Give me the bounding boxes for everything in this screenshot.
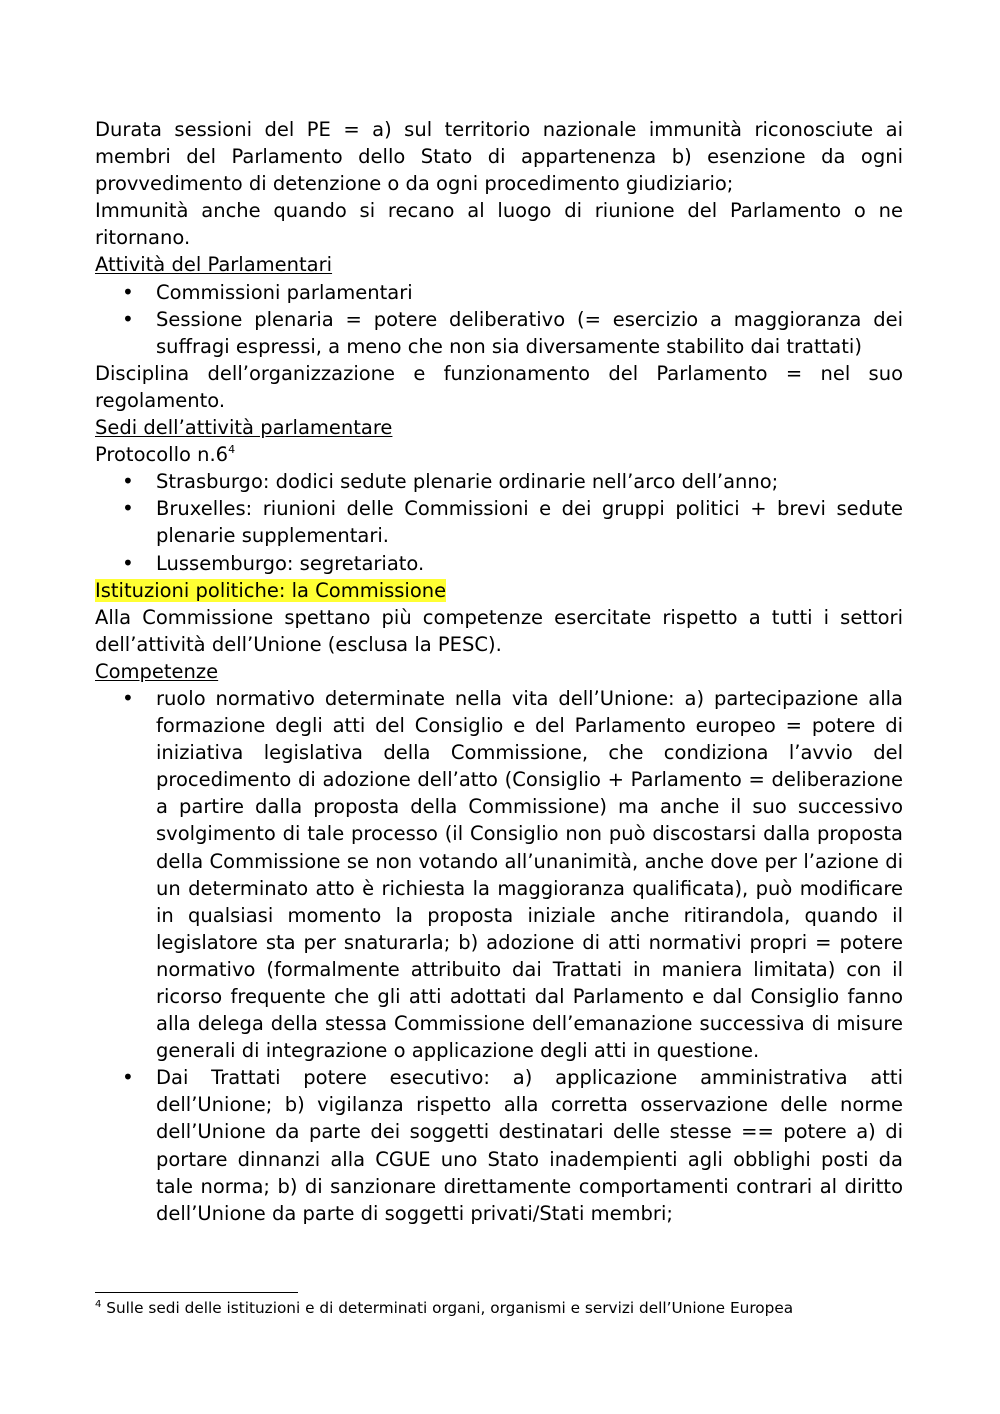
list-item — [95, 306, 903, 360]
list-item-text: Strasburgo: dodici sedute plenarie ordinarie nell’arco dell’anno; — [156, 470, 779, 494]
list-item — [95, 1064, 903, 1227]
bullet-icon: • — [122, 685, 134, 710]
bullet-icon: • — [122, 306, 134, 331]
paragraph-immunita-riunione: Immunità anche quando si recano al luogo di riunione del Parlamento o ne ritornano. — [95, 199, 903, 250]
heading-commissione — [95, 577, 903, 604]
list-item-text: ruolo normativo determinate nella vita dell’Unione: a) partecipazione alla formazione degli atti del Consiglio e del Parlamento europeo = potere di iniziativa legislativa della Commissione, che condiziona l’avvio del procedimento di adozione dell’atto (Consiglio + Parlamento = deliberazione a partire dalla proposta della Commissione) ma anche il suo successivo svolgimento di tale processo (il Consiglio non può discostarsi dalla proposta della Commissione se non votando all’unanimità, anche dove per l’azione di un determinato atto è richiesta la maggioranza qualificata), può modificare in qualsiasi momento la proposta iniziale anche ritirandola, quando il legislatore sta per snaturarla; b) adozione di atti normativi propri = potere normativo (formalmente attribuito dai Trattati in maniera limitata) con il ricorso frequente che gli atti adottati dal Parlamento e dal Consiglio fanno alla delega della stessa Commissione dell’emanazione successiva di misure generali di integrazione o applicazione degli atti in questione. — [156, 686, 903, 1063]
protocollo-line — [95, 441, 903, 468]
paragraph-disciplina: Disciplina dell’organizzazione e funzionamento del Parlamento = nel suo regolamento. — [95, 361, 903, 412]
footnote-reference[interactable]: 4 — [228, 443, 236, 457]
heading-sedi — [95, 414, 903, 441]
list-item-text: Dai Trattati potere esecutivo: a) applicazione amministrativa atti dell’Unione; b) vigilanza rispetto alla corretta osservazione delle norme dell’Unione da parte dei soggetti destinatari delle stesse == potere a) di portare dinnanzi alla CGUE uno Stato inadempienti agli obblighi posti da tale norma; b) di sanzionare direttamente comportamenti contrari al diritto dell’Unione da parte di soggetti privati/Stati membri; — [156, 1066, 903, 1225]
heading-sedi-text: Sedi dell’attività parlamentare — [95, 416, 393, 440]
footnote-text: Sulle sedi delle istituzioni e di determinati organi, organismi e servizi dell’Unione Europea — [101, 1299, 794, 1317]
heading-competenze-text: Competenze — [95, 659, 219, 683]
paragraph-immunita: Durata sessioni del PE = a) sul territorio nazionale immunità riconosciute ai membri del Parlamento dello Stato di appartenenza b) esenzione da ogni provvedimento di detenzione o da ogni procedimento giudiziario; — [95, 118, 903, 196]
heading-competenze — [95, 658, 903, 685]
document-body — [95, 116, 903, 1227]
heading-attivita-text: Attività del Parlamentari — [95, 253, 333, 277]
list-sedi — [95, 468, 903, 576]
list-item-text: Bruxelles: riunioni delle Commissioni e dei gruppi politici + brevi sedute plenarie supplementari. — [156, 497, 903, 548]
list-item — [95, 495, 903, 549]
bullet-icon: • — [122, 1065, 134, 1090]
list-item-text: Commissioni parlamentari — [156, 280, 413, 304]
list-item — [95, 685, 903, 1064]
protocollo-text: Protocollo n.6 — [95, 443, 229, 467]
list-item-text: Lussemburgo: segretariato. — [156, 551, 425, 575]
bullet-icon: • — [122, 496, 134, 521]
paragraph-commissione: Alla Commissione spettano più competenze esercitate rispetto a tutti i settori dell’attività dell’Unione (esclusa la PESC). — [95, 605, 903, 656]
list-item — [95, 468, 903, 495]
heading-commissione-text: Istituzioni politiche: la Commissione — [95, 578, 447, 602]
bullet-icon: • — [122, 469, 134, 494]
footnote-separator — [95, 1292, 298, 1293]
list-item — [95, 279, 903, 306]
list-attivita — [95, 279, 903, 360]
list-competenze — [95, 685, 903, 1227]
bullet-icon: • — [122, 550, 134, 575]
heading-attivita — [95, 251, 903, 278]
list-item — [95, 550, 903, 577]
bullet-icon: • — [122, 279, 134, 304]
list-item-text: Sessione plenaria = potere deliberativo (= esercizio a maggioranza dei suffragi espressi, a meno che non sia diversamente stabilito dai trattati) — [156, 307, 903, 358]
footnote-number: 4 — [95, 1299, 102, 1310]
footnote — [95, 1298, 915, 1318]
